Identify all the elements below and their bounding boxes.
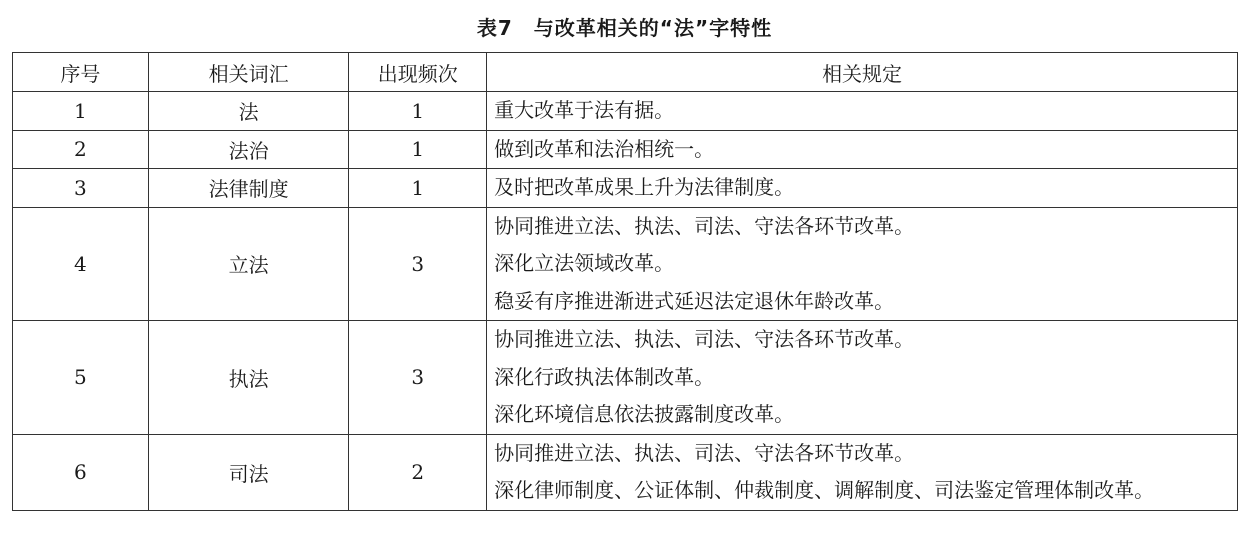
row-index: 5 — [13, 321, 149, 435]
row-index: 1 — [13, 92, 149, 131]
row-rules — [487, 434, 1238, 510]
table-row — [13, 434, 1238, 510]
table-row — [13, 207, 1238, 321]
row-count: 1 — [349, 130, 487, 169]
row-count: 1 — [349, 92, 487, 131]
table-row — [13, 321, 1238, 435]
row-count: 3 — [349, 321, 487, 435]
row-term: 法律制度 — [148, 169, 349, 208]
rule-text: 深化律师制度、公证体制、仲裁制度、调解制度、司法鉴定管理体制改革。 — [494, 478, 1155, 502]
header-index: 序号 — [13, 53, 149, 92]
rule-text: 协同推进立法、执法、司法、守法各环节改革。 — [494, 213, 915, 238]
row-index: 6 — [13, 434, 149, 510]
table-row — [13, 130, 1238, 169]
row-term: 立法 — [148, 207, 349, 321]
rule-text: 深化立法领域改革。 — [494, 251, 675, 275]
row-count: 3 — [349, 207, 487, 321]
rule-text: 及时把改革成果上升为法律制度。 — [494, 175, 795, 199]
row-rules — [487, 169, 1238, 208]
rule-text: 深化行政执法体制改革。 — [494, 364, 715, 389]
table-row — [13, 92, 1238, 131]
row-count: 1 — [349, 169, 487, 208]
row-rules — [487, 321, 1238, 435]
row-term: 法治 — [148, 130, 349, 169]
rule-text: 重大改革于法有据。 — [494, 98, 675, 122]
row-index: 3 — [13, 169, 149, 208]
law-terms-table — [12, 52, 1238, 511]
header-term: 相关词汇 — [148, 53, 349, 92]
header-count: 出现频次 — [349, 53, 487, 92]
header-rules: 相关规定 — [487, 53, 1238, 92]
row-rules — [487, 130, 1238, 169]
row-rules — [487, 207, 1238, 321]
rule-text: 协同推进立法、执法、司法、守法各环节改革。 — [494, 327, 915, 351]
rule-text: 做到改革和法治相统一。 — [494, 136, 715, 161]
rule-text: 协同推进立法、执法、司法、守法各环节改革。 — [494, 440, 915, 465]
row-term: 司法 — [148, 434, 349, 510]
rule-text: 深化环境信息依法披露制度改革。 — [494, 402, 795, 426]
row-rules — [487, 92, 1238, 131]
row-index: 4 — [13, 207, 149, 321]
table-row — [13, 169, 1238, 208]
row-term: 法 — [148, 92, 349, 131]
row-term: 执法 — [148, 321, 349, 435]
rule-text: 稳妥有序推进渐进式延迟法定退休年龄改革。 — [494, 288, 895, 313]
row-count: 2 — [349, 434, 487, 510]
table-header-row — [13, 53, 1238, 92]
row-index: 2 — [13, 130, 149, 169]
table-title: 表7 与改革相关的“法”字特性 — [476, 16, 773, 40]
